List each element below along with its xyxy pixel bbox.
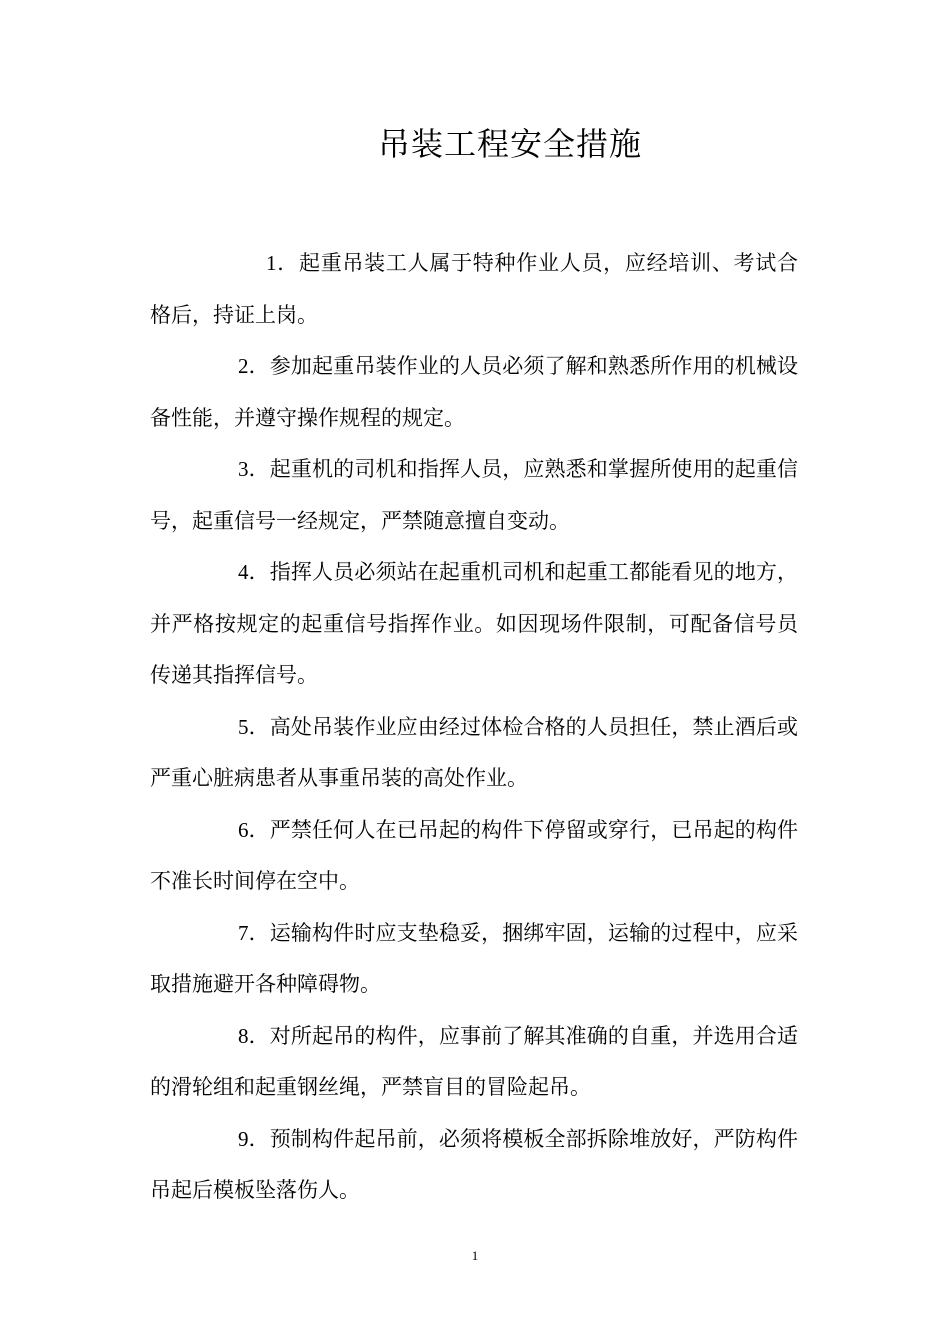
paragraph-number: 1． bbox=[266, 251, 299, 275]
paragraph-text: 起重吊装工人属于特种作业人员，应经培训、考试合格后，持证上岗。 bbox=[150, 251, 799, 327]
paragraph-text: 对所起吊的构件，应事前了解其准确的自重，并选用合适的滑轮组和起重钢丝绳，严禁盲目的冒险起吊。 bbox=[150, 1023, 799, 1099]
paragraph-2 bbox=[150, 341, 798, 444]
paragraph-5 bbox=[150, 702, 798, 805]
paragraph-number: 6． bbox=[238, 817, 270, 842]
paragraph-number: 2． bbox=[238, 354, 270, 378]
paragraph-number: 3． bbox=[238, 457, 270, 481]
paragraph-text: 运输构件时应支垫稳妥，捆绑牢固，运输的过程中，应采取措施避开各种障碍物。 bbox=[150, 920, 799, 996]
paragraph-number: 8． bbox=[238, 1023, 270, 1048]
paragraph-number: 7． bbox=[238, 920, 270, 945]
paragraph-number: 9． bbox=[238, 1126, 270, 1151]
paragraph-number: 4． bbox=[238, 560, 270, 584]
paragraph-4 bbox=[150, 547, 798, 702]
paragraph-1 bbox=[150, 238, 798, 341]
paragraph-text: 严禁任何人在已吊起的构件下停留或穿行，已吊起的构件不准长时间停在空中。 bbox=[150, 817, 799, 893]
paragraph-7 bbox=[150, 908, 798, 1011]
paragraph-text: 预制构件起吊前，必须将模板全部拆除堆放好，严防构件吊起后模板坠落伤人。 bbox=[150, 1126, 799, 1202]
paragraph-3 bbox=[150, 444, 798, 547]
paragraph-number: 5． bbox=[238, 714, 270, 739]
document-title: 吊装工程安全措施 bbox=[377, 125, 642, 163]
paragraph-text: 高处吊装作业应由经过体检合格的人员担任，禁止酒后或严重心脏病患者从事重吊装的高处作业。 bbox=[150, 714, 799, 790]
paragraph-text: 参加起重吊装作业的人员必须了解和熟悉所作用的机械设备性能，并遵守操作规程的规定。 bbox=[150, 354, 799, 430]
page-number: 1 bbox=[471, 1248, 479, 1263]
paragraph-text: 起重机的司机和指挥人员，应熟悉和掌握所使用的起重信号，起重信号一经规定，严禁随意擅自变动。 bbox=[150, 457, 799, 533]
paragraph-8 bbox=[150, 1011, 798, 1114]
paragraph-6 bbox=[150, 805, 798, 908]
paragraph-text: 指挥人员必须站在起重机司机和起重工都能看见的地方，并严格按规定的起重信号指挥作业。如因现场件限制，可配备信号员传递其指挥信号。 bbox=[150, 560, 799, 687]
paragraph-9 bbox=[150, 1114, 798, 1217]
document-body bbox=[150, 238, 798, 1217]
